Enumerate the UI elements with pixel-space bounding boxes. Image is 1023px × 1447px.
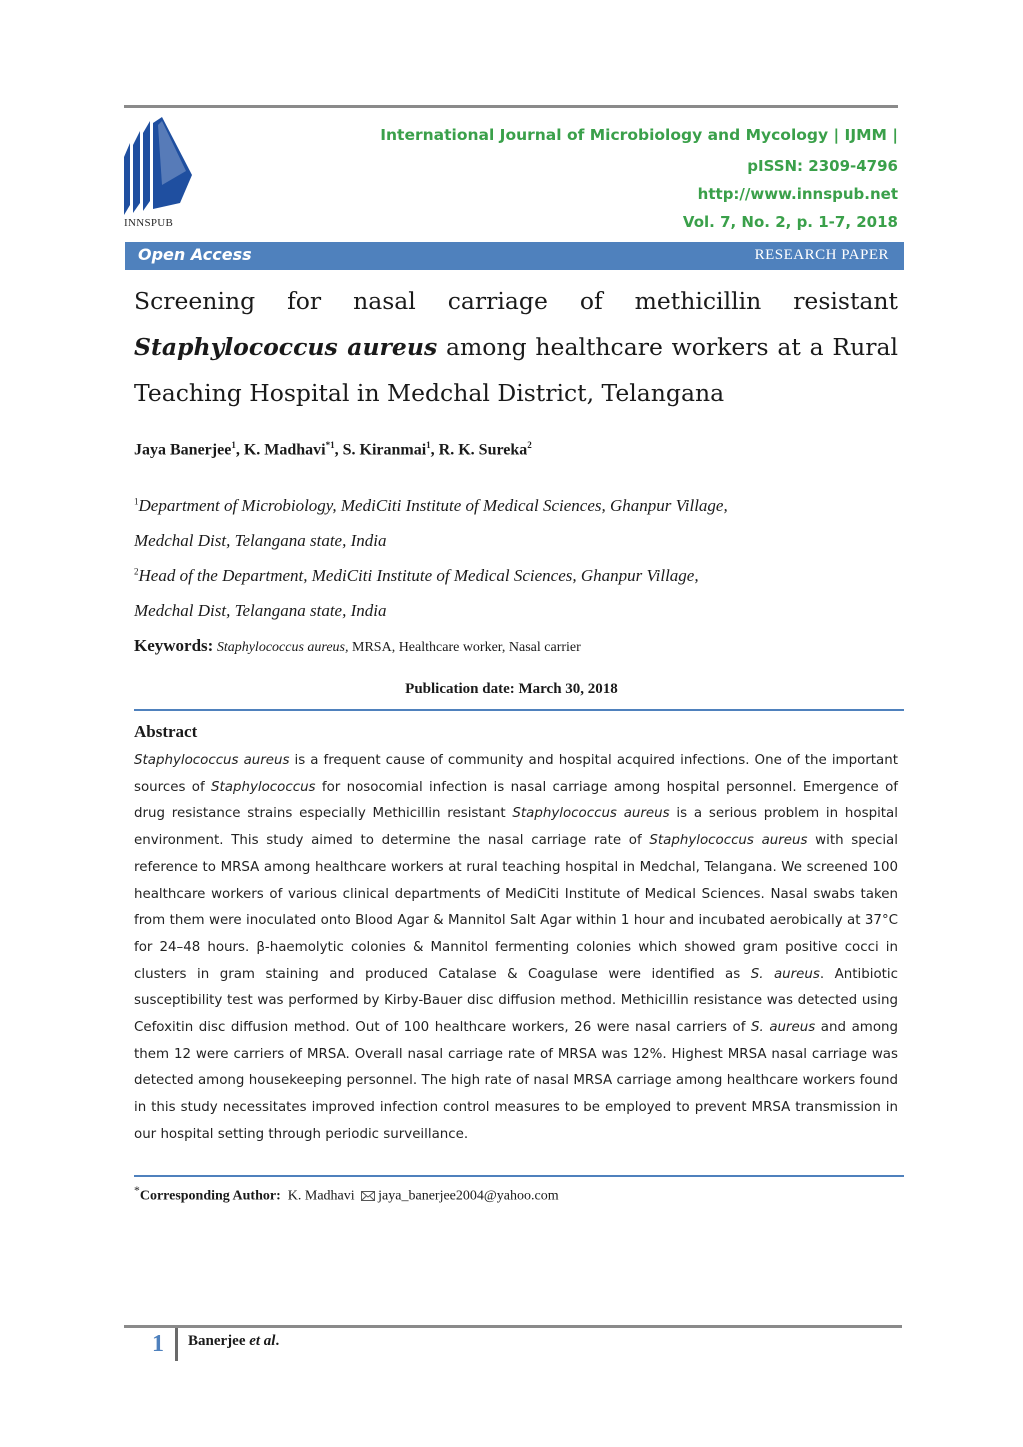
author-name: K. Madhavi xyxy=(243,441,326,459)
author-name: Jaya Banerjee xyxy=(134,441,232,459)
abstract-text: for nosocomial infection is nasal carriage among hospital personnel. Emergence of drug resistance strains especially Methicillin resistant xyxy=(134,779,898,822)
abstract-text: . Antibiotic susceptibility test was performed by Kirby-Bauer disc diffusion method. Methicillin resistance was detected using Cefoxitin disc diffusion method. Out of 100 healthcare workers, 26 were nasal carriers of xyxy=(134,966,898,1036)
author-list xyxy=(134,440,532,459)
keywords-rest: MRSA, Healthcare worker, Nasal carrier xyxy=(348,640,581,655)
author-affil-mark: 1 xyxy=(231,440,236,450)
innspub-logo-icon xyxy=(120,115,198,217)
journal-url[interactable]: http://www.innspub.net xyxy=(697,185,898,203)
author-affil-mark: *1 xyxy=(325,440,335,450)
abstract-text: and among them 12 were carriers of MRSA. Overall nasal carriage rate of MRSA was 12%. Highest MRSA nasal carriage was detected among housekeeping personnel. The high rate of nasal MRSA carriage among healthcare workers found in this study necessitates improved infection control measures to be employed to prevent MRSA transmission in our hospital setting through periodic surveillance. xyxy=(134,1020,898,1142)
journal-issn: pISSN: 2309-4796 xyxy=(747,157,898,175)
logo-text: INNSPUB xyxy=(124,217,174,229)
divider xyxy=(134,709,904,711)
abstract-text: is a frequent cause of community and hospital acquired infections. One of the important sources of xyxy=(134,753,898,795)
running-head xyxy=(188,1333,279,1350)
divider xyxy=(134,1175,904,1177)
running-etal: et al xyxy=(249,1333,276,1349)
journal-volume: Vol. 7, No. 2, p. 1-7, 2018 xyxy=(682,213,898,231)
author-affil-mark: 2 xyxy=(527,440,532,450)
abstract-italic-term: S. aureus xyxy=(750,966,820,982)
abstract-body xyxy=(134,748,898,1149)
abstract-italic-term: Staphylococcus xyxy=(211,779,316,795)
corresponding-star: * xyxy=(134,1184,140,1197)
keywords-label: Keywords: xyxy=(134,636,214,655)
corresponding-name: K. Madhavi xyxy=(287,1188,355,1204)
affiliation-2-cont: Medchal Dist, Telangana state, India xyxy=(134,601,387,620)
affiliation-1 xyxy=(134,496,728,516)
affiliation-1-cont: Medchal Dist, Telangana state, India xyxy=(134,531,387,550)
page-number: 1 xyxy=(152,1331,164,1357)
running-dot: . xyxy=(275,1333,280,1349)
affiliation-text: Department of Microbiology, MediCiti Institute of Medical Sciences, Ghanpur Village, xyxy=(138,496,728,515)
corresponding-author xyxy=(134,1184,559,1205)
footer-rule xyxy=(124,1325,902,1328)
corresponding-email[interactable]: jaya_banerjee2004@yahoo.com xyxy=(378,1188,559,1204)
title-organism: Staphylococcus aureus xyxy=(134,333,438,361)
affiliation-mark: 1 xyxy=(134,496,139,507)
author-separator: , xyxy=(334,441,343,459)
running-author: Banerjee xyxy=(188,1333,250,1349)
keywords xyxy=(134,636,581,656)
author-affil-mark: 1 xyxy=(426,440,431,450)
author-separator: , xyxy=(430,441,439,459)
affiliation-2 xyxy=(134,566,699,586)
title-part-1: Screening for nasal carriage of methicillin resistant xyxy=(134,287,898,315)
publication-date: Publication date: March 30, 2018 xyxy=(405,681,618,697)
corresponding-label: Corresponding Author: xyxy=(139,1188,281,1204)
title-part-2: among healthcare workers at a Rural Teaching Hospital in Medchal District, Telangana xyxy=(134,333,898,407)
header-rule xyxy=(124,105,898,108)
paper-type-label: RESEARCH PAPER xyxy=(754,247,889,263)
abstract-italic-term: Staphylococcus aureus xyxy=(512,806,670,822)
abstract-text: with special reference to MRSA among healthcare workers at rural teaching hospital in Medchal, Telangana. We screened 100 healthcare workers of various clinical departments of MediCiti Institute of Medical Sciences. Nasal swabs taken from them were inoculated onto Blood Agar & Mannitol Salt Agar within 1 hour and incubated aerobically at 37°C for 24–48 hours. β-haemolytic colonies & Mannitol fermenting colonies which showed gram positive cocci in clusters in gram staining and produced Catalase & Coagulase were identified as xyxy=(134,833,898,982)
open-access-label: Open Access xyxy=(138,245,252,264)
mail-icon xyxy=(361,1191,375,1201)
abstract-text: is a serious problem in hospital environment. This study aimed to determine the nasal carriage rate of xyxy=(134,806,898,849)
affiliation-text: Head of the Department, MediCiti Institute of Medical Sciences, Ghanpur Village, xyxy=(138,566,699,585)
abstract-italic-term: Staphylococcus aureus xyxy=(649,833,808,849)
keyword-organism: Staphylococcus aureus, xyxy=(216,640,349,655)
footer-divider xyxy=(175,1328,178,1361)
abstract-italic-term: S. aureus xyxy=(751,1020,816,1036)
abstract-heading: Abstract xyxy=(134,722,198,741)
abstract-italic-term: Staphylococcus aureus xyxy=(134,753,290,768)
author-name: S. Kiranmai xyxy=(342,441,427,459)
author-separator: , xyxy=(235,441,244,459)
author-name: R. K. Sureka xyxy=(438,441,528,459)
affiliation-mark: 2 xyxy=(134,566,139,577)
journal-name: International Journal of Microbiology and Mycology | IJMM | xyxy=(380,126,898,144)
paper-title xyxy=(134,278,898,416)
